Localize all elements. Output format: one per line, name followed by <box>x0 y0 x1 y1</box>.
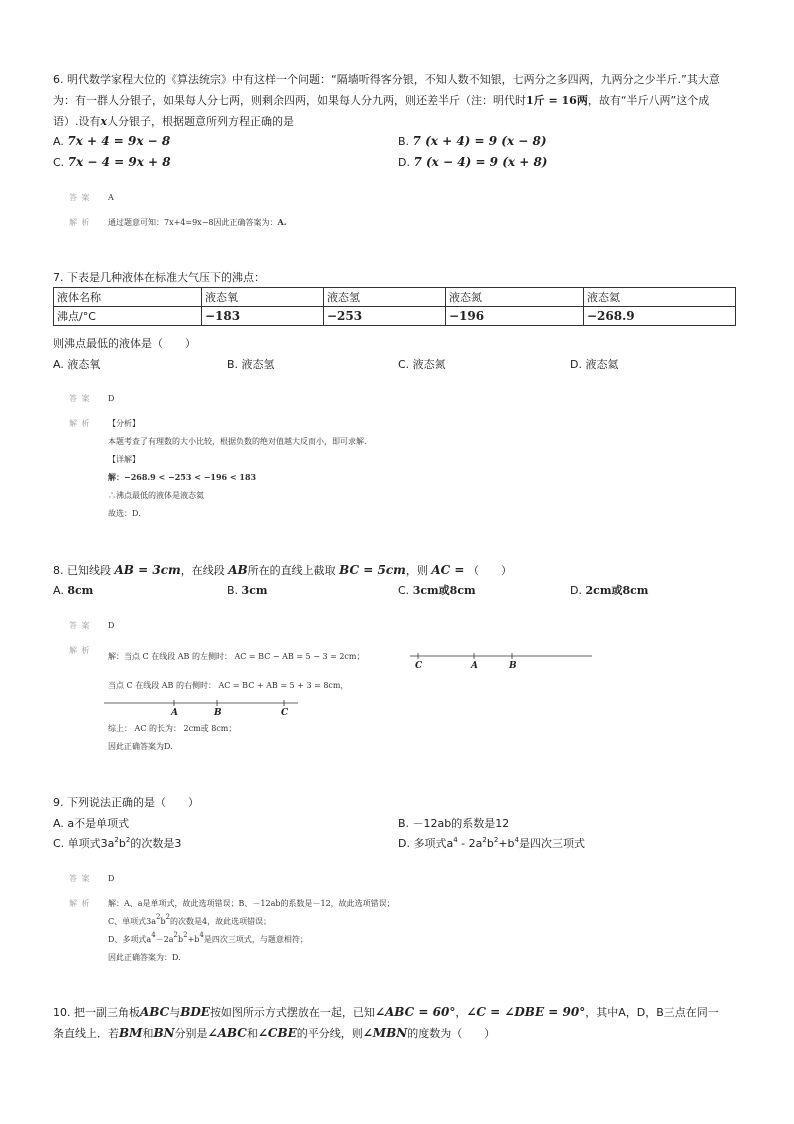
table-cell: −196 <box>446 307 584 326</box>
table-cell: −253 <box>324 307 446 326</box>
q8-option-d[interactable] <box>570 583 648 598</box>
table-cell: −183 <box>202 307 324 326</box>
q9-analysis-label: 解 析 <box>69 899 91 908</box>
q8-option-b[interactable] <box>227 583 268 598</box>
q6-line3-text-b: 人分银子，根据题意所列方程正确的是 <box>107 115 295 128</box>
q7-title: 7. 下表是几种液体在标准大气压下的沸点： <box>53 271 265 284</box>
q6-option-b-text: 7 (x + 4) = 9 (x − 8) <box>412 134 547 148</box>
q6-option-a-text: 7x + 4 = 9x − 8 <box>67 134 171 148</box>
q7-analysis-line: 解：−268.9 < −253 < −196 < 183 <box>108 472 257 482</box>
exponent: 2 <box>155 913 161 921</box>
q10-text: 按如图所示方式摆放在一起，已知 <box>209 1006 375 1019</box>
q8-option-c-text: 3cm或8cm <box>412 584 476 597</box>
q10-text: ，其中A，D，B三点在同一 <box>585 1006 719 1019</box>
q10-text: 的平分线，则 <box>296 1027 363 1040</box>
q9-analysis-text: b <box>160 917 166 926</box>
q9-answer-label: 答 案 <box>69 874 91 883</box>
exponent: 2 <box>125 836 131 844</box>
q8-stem-math: AB <box>228 563 248 577</box>
q8-stem <box>53 563 512 578</box>
q8-option-a[interactable] <box>53 583 93 598</box>
q6-option-c-text: 7x − 4 = 9x + 8 <box>67 155 171 169</box>
q6-answer-label: 答 案 <box>69 193 91 202</box>
q10-math: BM <box>119 1026 143 1040</box>
exponent: 2 <box>173 931 178 939</box>
q10-math: BDE <box>180 1005 210 1019</box>
q6-line3-text-a: 语）.设有 <box>53 115 101 128</box>
point-label-a: A <box>171 708 178 718</box>
q8-stem-math: AC = <box>431 563 465 577</box>
q7-analysis-line: 【分析】 <box>108 419 140 428</box>
q6-option-a-label: A. <box>53 135 64 148</box>
table-header-cell: 液态氢 <box>324 288 446 307</box>
q8-option-c[interactable] <box>398 583 476 598</box>
q8-answer: D <box>108 621 115 630</box>
q6-line2-text-a: 为：有一群人分银子，如果每人分七两，则剩余四两，如果每人分九两，则还差半斤（注：明代时 <box>53 94 526 107</box>
q6-option-d-label: D. <box>398 156 410 169</box>
exponent: 2 <box>183 931 188 939</box>
exponent: 2 <box>114 836 119 844</box>
q6-analysis-text: 通过题意可知：7x+4=9x−8因此正确答案为： <box>108 218 278 227</box>
q9-option-a[interactable]: A. a不是单项式 <box>53 817 130 830</box>
q7-analysis-label: 解 析 <box>69 419 91 428</box>
q9-analysis-line4: 因此正确答案为：D. <box>108 953 181 962</box>
table-header-cell: 液态氮 <box>446 288 584 307</box>
q9-analysis-text: 的次数是4，故此选项错误； <box>170 917 272 926</box>
q9-option-b[interactable]: B. －12ab的系数是12 <box>398 817 510 830</box>
table-cell: −268.9 <box>584 307 736 326</box>
q6-line3 <box>53 114 294 129</box>
table-header-row <box>54 288 736 307</box>
q9-analysis-line3 <box>108 931 308 945</box>
table-row-label: 沸点/°C <box>54 307 202 326</box>
q6-analysis-label: 解 析 <box>69 218 91 227</box>
table-row <box>54 307 736 326</box>
exponent: 2 <box>482 836 487 844</box>
q6-option-b-label: B. <box>398 135 410 148</box>
q6-jin-equation: 1斤 = 16两 <box>526 94 588 107</box>
q6-variable-x: x <box>100 115 108 128</box>
q8-option-b-label: B. <box>227 584 239 597</box>
q9-answer: D <box>108 874 115 883</box>
q8-figure-left <box>410 649 595 671</box>
q9-analysis-line1: 解：A、a是单项式，故此选项错误；B、－12ab的系数是－12，故此选项错误； <box>108 899 395 908</box>
q7-question: 则沸点最低的液体是（ ） <box>53 337 196 350</box>
q9-option-d-text: +b <box>498 837 515 850</box>
q9-analysis-text: D、多项式a <box>108 935 152 944</box>
q7-option-c[interactable]: C. 液态氮 <box>398 358 446 371</box>
exponent: 4 <box>151 931 156 939</box>
q9-analysis-line2 <box>108 913 272 927</box>
point-label-c: C <box>415 661 423 671</box>
exponent: 4 <box>514 836 519 844</box>
q9-option-d-text: - 2a <box>457 837 483 850</box>
table-header-cell: 液体名称 <box>54 288 202 307</box>
point-label-b: B <box>214 708 222 718</box>
exponent: 4 <box>199 931 204 939</box>
q9-option-c-text: C. 单项式3a <box>53 837 115 850</box>
q7-answer: D <box>108 394 115 403</box>
q7-answer-label: 答 案 <box>69 394 91 403</box>
q8-stem-text: ，在线段 <box>180 564 225 577</box>
q6-analysis <box>108 217 287 228</box>
exponent: 4 <box>453 836 458 844</box>
q10-text: 条直线上．若 <box>53 1027 119 1040</box>
q8-analysis-line4: 因此正确答案为D. <box>108 742 173 751</box>
q8-option-b-text: 3cm <box>241 584 268 597</box>
q6-analysis-answer: A. <box>277 217 287 227</box>
q10-math: ∠CBE <box>257 1026 297 1040</box>
point-label-a: A <box>471 661 478 671</box>
q6-option-d-text: 7 (x − 4) = 9 (x + 8) <box>413 155 548 169</box>
q7-analysis-line: 【详解】 <box>108 455 140 464</box>
point-label-b: B <box>509 661 517 671</box>
q10-math: ∠ABC = 60° <box>374 1005 456 1019</box>
q8-option-a-text: 8cm <box>67 584 94 597</box>
q8-option-d-label: D. <box>570 584 582 597</box>
q8-figure-right <box>104 696 304 718</box>
q10-text: 和 <box>142 1027 154 1040</box>
q8-analysis-label: 解 析 <box>69 646 91 655</box>
q8-stem-math: BC = 5cm <box>339 563 406 577</box>
q8-analysis-line1: 解：当点 C 在线段 AB 的左侧时： AC = BC − AB = 5 − 3 = 2cm； <box>108 652 365 661</box>
q9-option-c[interactable] <box>53 836 181 851</box>
q9-option-c-text: 的次数是3 <box>130 837 182 850</box>
q10-math: ∠MBN <box>362 1026 408 1040</box>
table-header-cell: 液态氧 <box>202 288 324 307</box>
q9-analysis-text: －2a <box>155 935 174 944</box>
q6-line2 <box>53 93 709 108</box>
q7-option-b[interactable]: B. 液态氢 <box>227 358 275 371</box>
q9-title: 9. 下列说法正确的是（ ） <box>53 796 199 809</box>
q10-math: ∠ABC <box>207 1026 247 1040</box>
q9-option-d[interactable] <box>398 836 585 851</box>
q7-analysis-line: ∴沸点最低的液体是液态氦 <box>108 491 204 500</box>
q7-option-a[interactable]: A. 液态氧 <box>53 358 101 371</box>
q8-stem-text: 8. 已知线段 <box>53 564 111 577</box>
q7-option-d[interactable]: D. 液态氦 <box>570 358 619 371</box>
q10-math: BN <box>153 1026 175 1040</box>
q10-text: 与 <box>169 1006 181 1019</box>
q7-analysis-line: 本题考查了有理数的大小比较，根据负数的绝对值越大反而小，即可求解. <box>108 437 367 446</box>
q6-option-a[interactable] <box>53 134 170 149</box>
q8-option-d-text: 2cm或8cm <box>585 584 649 597</box>
q6-line2-text-b: ，故有“半斤八两”这个成 <box>587 94 710 107</box>
q10-line1 <box>53 1005 719 1020</box>
q7-analysis-line: 故选：D. <box>108 509 141 518</box>
q9-option-d-text: 是四次三项式 <box>518 837 585 850</box>
q9-option-d-text: D. 多项式a <box>398 837 454 850</box>
q10-text: 的度数为（ ） <box>407 1027 496 1040</box>
q8-stem-text: 所在的直线上截取 <box>247 564 336 577</box>
q6-option-c-label: C. <box>53 156 65 169</box>
q8-analysis-line3: 综上： AC 的长为： 2cm或 8cm； <box>108 724 237 733</box>
q8-stem-math: AB = 3cm <box>114 563 181 577</box>
q8-answer-label: 答 案 <box>69 621 91 630</box>
q8-option-c-label: C. <box>398 584 410 597</box>
q6-answer: A <box>108 193 114 202</box>
q9-analysis-text: 是四次三项式，与题意相符； <box>203 935 308 944</box>
q10-text: 分别是 <box>174 1027 208 1040</box>
q10-text: ， <box>455 1006 467 1019</box>
q10-line2 <box>53 1026 495 1041</box>
point-label-c: C <box>281 708 289 718</box>
q9-analysis-text: +b <box>187 935 200 944</box>
q10-math: ∠C = ∠DBE = 90° <box>466 1005 586 1019</box>
q6-option-b[interactable] <box>398 134 547 149</box>
q9-analysis-text: b <box>177 935 184 944</box>
q6-option-c[interactable] <box>53 155 171 170</box>
q8-option-a-label: A. <box>53 584 64 597</box>
q9-option-c-text: b <box>118 837 126 850</box>
exponent: 2 <box>165 913 171 921</box>
q6-line1: 6. 明代数学家程大位的《算法统宗》中有这样一个问题：“隔墙听得客分银，不知人数不知银，七两分之多四两，九两分之少半斤.”其大意 <box>53 73 720 86</box>
table-header-cell: 液态氦 <box>584 288 736 307</box>
q6-option-d[interactable] <box>398 155 547 170</box>
q10-text: 和 <box>246 1027 258 1040</box>
q10-math: ABC <box>140 1005 170 1019</box>
q10-text: 10. 把一副三角板 <box>53 1006 140 1019</box>
q8-stem-text: （ ） <box>467 564 512 577</box>
boiling-point-table <box>53 287 736 326</box>
q9-analysis-text: C、单项式3a <box>108 917 156 926</box>
q9-option-d-text: b <box>486 837 494 850</box>
q8-stem-text: ，则 <box>405 564 428 577</box>
exponent: 2 <box>493 836 499 844</box>
q8-analysis-line2: 当点 C 在线段 AB 的右侧时： AC = BC + AB = 5 + 3 = 8cm， <box>108 681 349 690</box>
